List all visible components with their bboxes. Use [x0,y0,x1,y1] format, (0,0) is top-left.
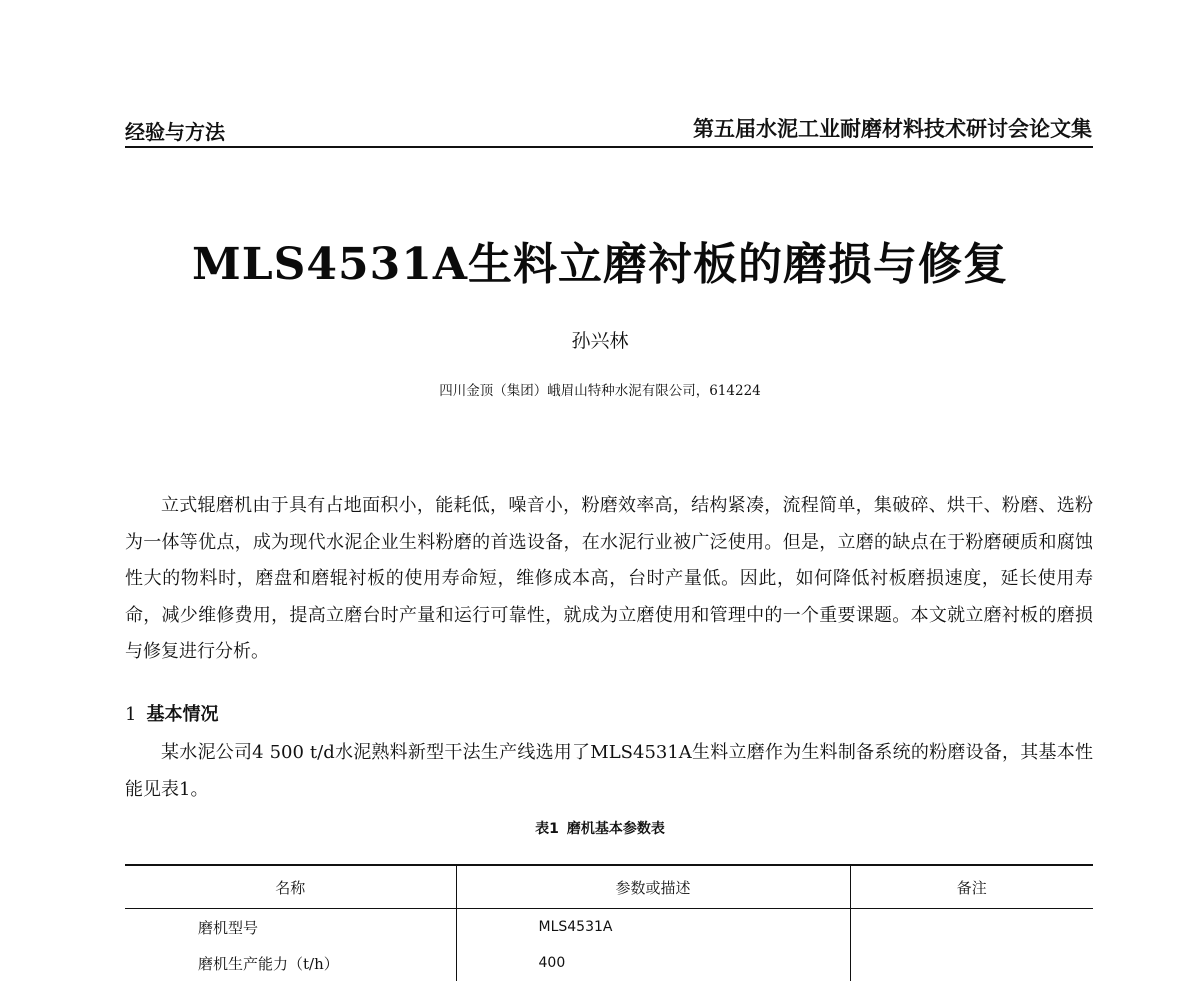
paper-title: MLS4531A生料立磨衬板的磨损与修复 [191,239,1009,290]
table-caption-title: 磨机基本参数表 [566,821,665,837]
running-header-proceedings: 第五届水泥工业耐磨材料技术研讨会论文集 [693,117,1092,141]
paper-author: 孙兴林 [571,330,629,352]
running-header-section: 经验与方法 [125,120,225,144]
table-header-row [125,865,1093,909]
row-value: 400 [456,945,850,981]
mill-parameters-table [125,864,1093,981]
row-remark [850,945,1093,981]
paper-affiliation: 四川金顶（集团）峨眉山特种水泥有限公司，614224 [439,383,761,399]
table-row [125,945,1093,981]
table-row [125,909,1093,946]
section-number: 1 [125,704,137,725]
section-heading-1 [125,700,218,726]
table-caption [0,818,1200,838]
section-title: 基本情况 [146,704,219,725]
intro-paragraph: 立式辊磨机由于具有占地面积小，能耗低，噪音小，粉磨效率高，结构紧凑，流程简单，集破碎、烘干、粉磨、选粉为一体等优点，成为现代水泥企业生料粉磨的首选设备，在水泥行业被广泛使用。但是，立磨的缺点在于粉磨硬质和腐蚀性大的物料时，磨盘和磨辊衬板的使用寿命短，维修成本高，台时产量低。因此，如何降低衬板磨损速度，延长使用寿命，减少维修费用，提高立磨台时产量和运行可靠性，就成为立磨使用和管理中的一个重要课题。本文就立磨衬板的磨损与修复进行分析。 [125,495,1093,662]
header-remark: 备注 [850,865,1093,909]
row-name: 磨机型号 [198,918,259,937]
row-value: MLS4531A [456,909,850,946]
header-value: 参数或描述 [456,865,850,909]
section-1-paragraph: 某水泥公司4 500 t/d水泥熟料新型干法生产线选用了MLS4531A生料立磨作为生料制备系统的粉磨设备，其基本性能见表1。 [125,742,1093,800]
header-name: 名称 [125,865,456,909]
table-caption-number: 表1 [535,821,559,837]
row-remark [850,909,1093,946]
header-rule [125,146,1093,148]
row-name: 磨机生产能力（t/h） [198,954,339,973]
